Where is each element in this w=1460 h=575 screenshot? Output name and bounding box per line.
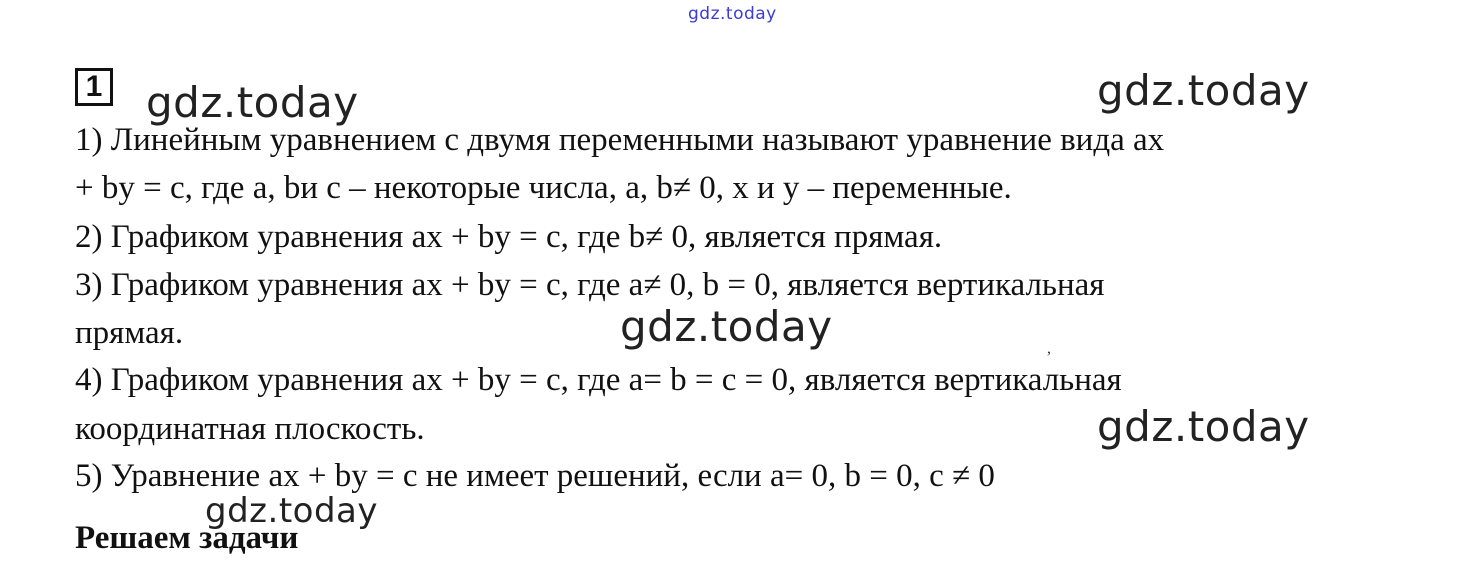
text-line: 4) Графиком уравнения ax + by = c, где a= b = c = 0, является вертикальная	[75, 362, 1122, 398]
text-line: координатная плоскость.	[75, 411, 425, 447]
watermark: gdz.today	[620, 302, 833, 351]
watermark: gdz.today	[1097, 66, 1310, 115]
text-line: + by = c, где a, bи c – некоторые числа, a, b≠ 0, x и y – переменные.	[75, 170, 1012, 206]
watermark: gdz.today	[205, 491, 378, 531]
stray-mark: ,	[1047, 340, 1051, 357]
watermark-top: gdz.today	[688, 4, 777, 24]
text-line: 2) Графиком уравнения ax + by = c, где b≠ 0, является прямая.	[75, 219, 943, 255]
text-line: 5) Уравнение ax + by = c не имеет решений, если a= 0, b = 0, c ≠ 0	[75, 458, 995, 494]
text-line: 1) Линейным уравнением с двумя переменными называют уравнение вида ax	[75, 122, 1165, 158]
watermark: gdz.today	[1097, 402, 1310, 451]
text-line: прямая.	[75, 315, 184, 351]
text-line: 3) Графиком уравнения ax + by = c, где a≠ 0, b = 0, является вертикальная	[75, 267, 1105, 303]
watermark: gdz.today	[146, 78, 359, 127]
section-heading: Решаем задачи	[75, 520, 299, 556]
task-number-box: 1	[75, 68, 113, 106]
